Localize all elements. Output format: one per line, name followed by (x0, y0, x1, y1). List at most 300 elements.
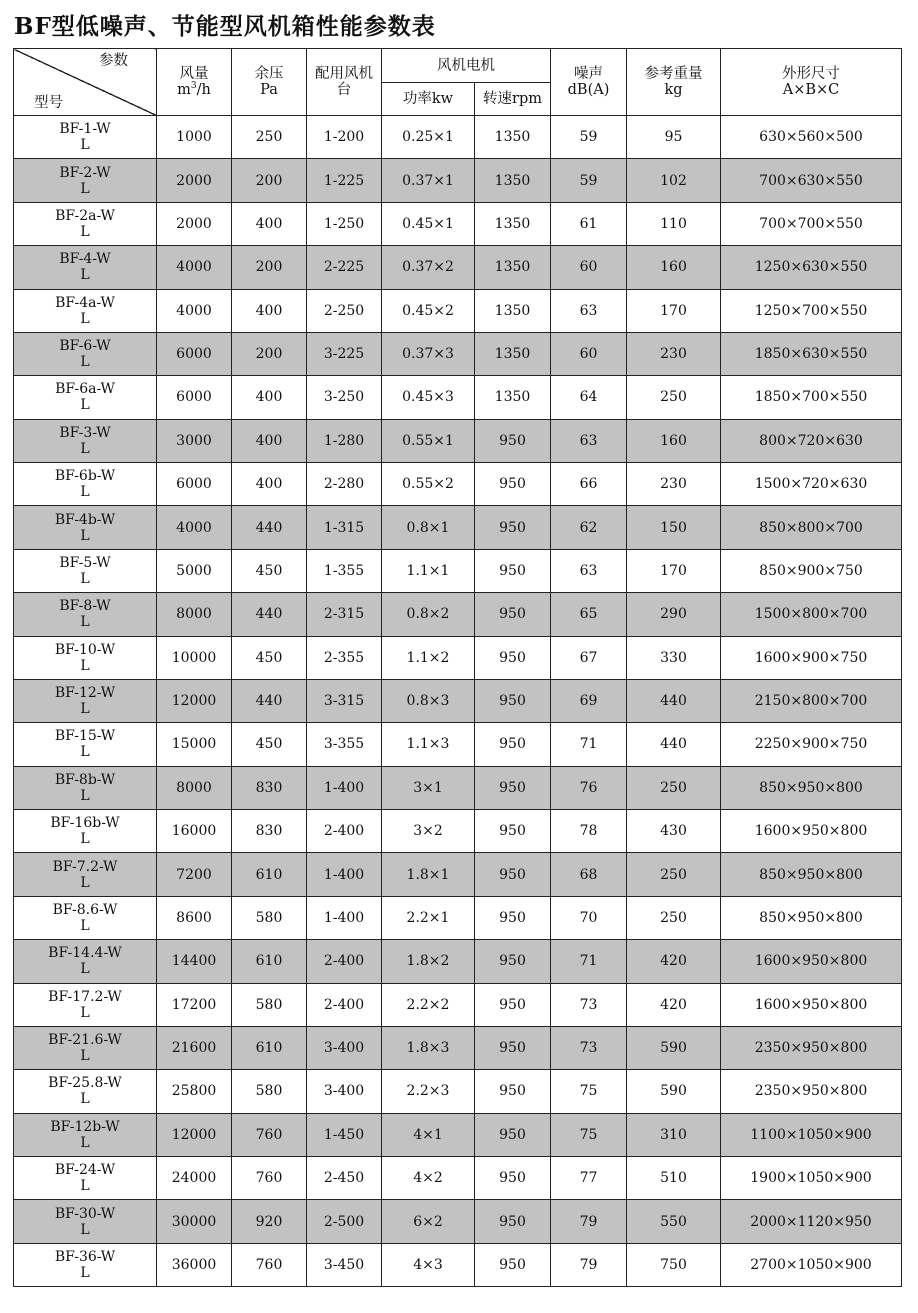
weight-cell: 250 (627, 766, 721, 809)
size-cell: 1250×630×550 (721, 246, 902, 289)
model-variant: L (80, 310, 90, 327)
speed-cell: 950 (475, 1026, 551, 1069)
noise-cell: 79 (551, 1200, 627, 1243)
noise-cell: 59 (551, 159, 627, 202)
size-cell: 2150×800×700 (721, 679, 902, 722)
pressure-cell: 580 (232, 1070, 307, 1113)
power-cell: 1.1×2 (382, 636, 475, 679)
power-cell: 0.8×2 (382, 593, 475, 636)
speed-cell: 950 (475, 593, 551, 636)
speed-cell: 950 (475, 896, 551, 939)
size-cell: 1600×950×800 (721, 983, 902, 1026)
model-name: BF-8b-W (54, 771, 116, 788)
power-cell: 6×2 (382, 1200, 475, 1243)
power-cell: 4×1 (382, 1113, 475, 1156)
noise-cell: 67 (551, 636, 627, 679)
fan-cell: 1-450 (307, 1113, 382, 1156)
header-pressure: 余压 Pa (232, 49, 307, 116)
weight-cell: 590 (627, 1026, 721, 1069)
header-noise: 噪声 dB(A) (551, 49, 627, 116)
fan-cell: 1-315 (307, 506, 382, 549)
pressure-cell: 400 (232, 202, 307, 245)
noise-cell: 64 (551, 376, 627, 419)
speed-cell: 1350 (475, 376, 551, 419)
airflow-cell: 4000 (157, 289, 232, 332)
airflow-cell: 10000 (157, 636, 232, 679)
table-row (14, 549, 902, 592)
speed-cell: 950 (475, 1200, 551, 1243)
weight-cell: 290 (627, 593, 721, 636)
fan-cell: 2-400 (307, 983, 382, 1026)
size-cell: 850×950×800 (721, 766, 902, 809)
fan-cell: 3-450 (307, 1243, 382, 1286)
model-name: BF-8.6-W (52, 901, 118, 918)
size-cell: 1600×950×800 (721, 810, 902, 853)
weight-cell: 250 (627, 376, 721, 419)
airflow-cell: 36000 (157, 1243, 232, 1286)
speed-cell: 1350 (475, 246, 551, 289)
model-cell (14, 246, 157, 289)
model-variant: L (80, 1048, 90, 1065)
model-variant: L (80, 657, 90, 674)
speed-cell: 950 (475, 506, 551, 549)
model-name: BF-8-W (59, 598, 111, 615)
model-cell (14, 853, 157, 896)
fan-cell: 3-250 (307, 376, 382, 419)
noise-cell: 61 (551, 202, 627, 245)
power-cell: 1.8×1 (382, 853, 475, 896)
fan-cell: 3-400 (307, 1070, 382, 1113)
model-variant: L (80, 831, 90, 848)
weight-cell: 310 (627, 1113, 721, 1156)
noise-cell: 76 (551, 766, 627, 809)
power-cell: 3×2 (382, 810, 475, 853)
table-row (14, 853, 902, 896)
fan-cell: 2-315 (307, 593, 382, 636)
pressure-cell: 450 (232, 636, 307, 679)
table-row (14, 636, 902, 679)
size-cell: 700×630×550 (721, 159, 902, 202)
model-variant: L (80, 917, 90, 934)
size-cell: 800×720×630 (721, 419, 902, 462)
fan-cell: 2-280 (307, 463, 382, 506)
model-cell (14, 376, 157, 419)
table-row (14, 116, 902, 159)
fan-cell: 1-355 (307, 549, 382, 592)
model-name: BF-30-W (54, 1205, 116, 1222)
table-row (14, 593, 902, 636)
pressure-cell: 580 (232, 896, 307, 939)
model-name: BF-16b-W (50, 815, 120, 832)
fan-cell: 1-200 (307, 116, 382, 159)
weight-cell: 250 (627, 853, 721, 896)
header-motor: 风机电机 (382, 49, 551, 83)
pressure-cell: 200 (232, 332, 307, 375)
pressure-cell: 610 (232, 940, 307, 983)
fan-cell: 1-225 (307, 159, 382, 202)
noise-cell: 60 (551, 332, 627, 375)
noise-cell: 70 (551, 896, 627, 939)
model-variant: L (80, 180, 90, 197)
speed-cell: 950 (475, 636, 551, 679)
noise-cell: 68 (551, 853, 627, 896)
size-cell: 1900×1050×900 (721, 1157, 902, 1200)
airflow-cell: 4000 (157, 246, 232, 289)
model-cell (14, 679, 157, 722)
pressure-cell: 830 (232, 810, 307, 853)
pressure-cell: 200 (232, 246, 307, 289)
size-cell: 1850×700×550 (721, 376, 902, 419)
model-cell (14, 419, 157, 462)
noise-cell: 71 (551, 940, 627, 983)
noise-cell: 60 (551, 246, 627, 289)
model-cell (14, 116, 157, 159)
fan-cell: 2-400 (307, 940, 382, 983)
table-row (14, 1200, 902, 1243)
model-variant: L (80, 787, 90, 804)
power-cell: 0.45×1 (382, 202, 475, 245)
pressure-cell: 450 (232, 723, 307, 766)
speed-cell: 950 (475, 766, 551, 809)
model-name: BF-2-W (59, 164, 111, 181)
noise-cell: 71 (551, 723, 627, 766)
model-variant: L (80, 1134, 90, 1151)
model-name: BF-7.2-W (52, 858, 118, 875)
header-weight: 参考重量 kg (627, 49, 721, 116)
speed-cell: 950 (475, 940, 551, 983)
spec-table (13, 48, 902, 1287)
header-motor-power: 功率kw (382, 83, 475, 116)
airflow-cell: 12000 (157, 1113, 232, 1156)
power-cell: 0.37×1 (382, 159, 475, 202)
pressure-cell: 400 (232, 376, 307, 419)
power-cell: 1.8×3 (382, 1026, 475, 1069)
table-row (14, 983, 902, 1026)
airflow-cell: 8000 (157, 593, 232, 636)
airflow-cell: 8000 (157, 766, 232, 809)
speed-cell: 950 (475, 1243, 551, 1286)
table-header (14, 49, 902, 116)
pressure-cell: 610 (232, 853, 307, 896)
model-variant: L (80, 744, 90, 761)
model-cell (14, 463, 157, 506)
power-cell: 0.8×1 (382, 506, 475, 549)
model-name: BF-15-W (54, 728, 116, 745)
model-name: BF-5-W (59, 554, 111, 571)
speed-cell: 1350 (475, 332, 551, 375)
size-cell: 2000×1120×950 (721, 1200, 902, 1243)
speed-cell: 950 (475, 1157, 551, 1200)
power-cell: 0.8×3 (382, 679, 475, 722)
table-row (14, 896, 902, 939)
fan-cell: 3-400 (307, 1026, 382, 1069)
table-row (14, 506, 902, 549)
weight-cell: 230 (627, 332, 721, 375)
pressure-cell: 250 (232, 116, 307, 159)
table-row (14, 332, 902, 375)
table-row (14, 1070, 902, 1113)
model-name: BF-2a-W (55, 207, 115, 224)
pressure-cell: 760 (232, 1243, 307, 1286)
table-row (14, 766, 902, 809)
pressure-cell: 440 (232, 679, 307, 722)
table-row (14, 419, 902, 462)
table-row (14, 1157, 902, 1200)
model-cell (14, 723, 157, 766)
model-variant: L (80, 223, 90, 240)
pressure-cell: 760 (232, 1157, 307, 1200)
speed-cell: 1350 (475, 202, 551, 245)
weight-cell: 160 (627, 246, 721, 289)
noise-cell: 73 (551, 1026, 627, 1069)
pressure-cell: 440 (232, 506, 307, 549)
noise-cell: 66 (551, 463, 627, 506)
pressure-cell: 830 (232, 766, 307, 809)
noise-cell: 79 (551, 1243, 627, 1286)
model-name: BF-3-W (59, 424, 111, 441)
power-cell: 2.2×2 (382, 983, 475, 1026)
model-variant: L (80, 1004, 90, 1021)
power-cell: 0.55×1 (382, 419, 475, 462)
power-cell: 4×2 (382, 1157, 475, 1200)
fan-cell: 2-450 (307, 1157, 382, 1200)
table-row (14, 679, 902, 722)
model-variant: L (80, 701, 90, 718)
airflow-cell: 6000 (157, 332, 232, 375)
size-cell: 1500×720×630 (721, 463, 902, 506)
noise-cell: 65 (551, 593, 627, 636)
model-variant: L (80, 961, 90, 978)
model-variant: L (80, 267, 90, 284)
pressure-cell: 450 (232, 549, 307, 592)
model-name: BF-24-W (54, 1162, 116, 1179)
table-row (14, 940, 902, 983)
speed-cell: 950 (475, 549, 551, 592)
noise-cell: 62 (551, 506, 627, 549)
size-cell: 1600×900×750 (721, 636, 902, 679)
power-cell: 1.1×1 (382, 549, 475, 592)
model-name: BF-4-W (59, 251, 111, 268)
weight-cell: 230 (627, 463, 721, 506)
noise-cell: 69 (551, 679, 627, 722)
table-row (14, 810, 902, 853)
fan-cell: 1-280 (307, 419, 382, 462)
model-name: BF-6-W (59, 338, 111, 355)
model-cell (14, 506, 157, 549)
model-name: BF-10-W (54, 641, 116, 658)
table-row (14, 1113, 902, 1156)
airflow-cell: 6000 (157, 463, 232, 506)
speed-cell: 950 (475, 853, 551, 896)
size-cell: 1100×1050×900 (721, 1113, 902, 1156)
speed-cell: 950 (475, 983, 551, 1026)
weight-cell: 160 (627, 419, 721, 462)
model-variant: L (80, 440, 90, 457)
model-cell (14, 1200, 157, 1243)
table-row (14, 376, 902, 419)
speed-cell: 950 (475, 723, 551, 766)
pressure-cell: 580 (232, 983, 307, 1026)
airflow-cell: 17200 (157, 983, 232, 1026)
speed-cell: 950 (475, 1113, 551, 1156)
weight-cell: 420 (627, 983, 721, 1026)
fan-cell: 1-400 (307, 896, 382, 939)
model-variant: L (80, 570, 90, 587)
model-cell (14, 332, 157, 375)
weight-cell: 170 (627, 289, 721, 332)
power-cell: 2.2×3 (382, 1070, 475, 1113)
model-variant: L (80, 1091, 90, 1108)
weight-cell: 420 (627, 940, 721, 983)
pressure-cell: 920 (232, 1200, 307, 1243)
table-row (14, 723, 902, 766)
speed-cell: 950 (475, 419, 551, 462)
weight-cell: 110 (627, 202, 721, 245)
model-cell (14, 810, 157, 853)
fan-cell: 1-400 (307, 766, 382, 809)
size-cell: 2700×1050×900 (721, 1243, 902, 1286)
header-size: 外形尺寸 A×B×C (721, 49, 902, 116)
model-name: BF-14.4-W (48, 945, 122, 962)
size-cell: 2350×950×800 (721, 1070, 902, 1113)
speed-cell: 1350 (475, 159, 551, 202)
airflow-cell: 25800 (157, 1070, 232, 1113)
airflow-cell: 3000 (157, 419, 232, 462)
weight-cell: 440 (627, 679, 721, 722)
model-variant: L (80, 1178, 90, 1195)
airflow-cell: 12000 (157, 679, 232, 722)
table-row (14, 289, 902, 332)
size-cell: 700×700×550 (721, 202, 902, 245)
fan-cell: 3-315 (307, 679, 382, 722)
power-cell: 0.37×3 (382, 332, 475, 375)
model-cell (14, 1157, 157, 1200)
airflow-cell: 30000 (157, 1200, 232, 1243)
model-variant: L (80, 874, 90, 891)
power-cell: 0.37×2 (382, 246, 475, 289)
weight-cell: 170 (627, 549, 721, 592)
airflow-cell: 2000 (157, 202, 232, 245)
airflow-cell: 8600 (157, 896, 232, 939)
model-name: BF-21.6-W (48, 1032, 122, 1049)
model-variant: L (80, 354, 90, 371)
airflow-cell: 14400 (157, 940, 232, 983)
table-row (14, 463, 902, 506)
speed-cell: 1350 (475, 289, 551, 332)
weight-cell: 150 (627, 506, 721, 549)
model-name: BF-17.2-W (48, 988, 122, 1005)
model-name: BF-25.8-W (48, 1075, 122, 1092)
size-cell: 850×800×700 (721, 506, 902, 549)
power-cell: 0.45×3 (382, 376, 475, 419)
model-variant: L (80, 484, 90, 501)
fan-cell: 2-225 (307, 246, 382, 289)
model-cell (14, 983, 157, 1026)
size-cell: 850×900×750 (721, 549, 902, 592)
model-variant: L (80, 397, 90, 414)
size-cell: 1600×950×800 (721, 940, 902, 983)
fan-cell: 2-500 (307, 1200, 382, 1243)
table-row (14, 202, 902, 245)
noise-cell: 77 (551, 1157, 627, 1200)
power-cell: 0.45×2 (382, 289, 475, 332)
pressure-cell: 400 (232, 289, 307, 332)
speed-cell: 950 (475, 679, 551, 722)
weight-cell: 590 (627, 1070, 721, 1113)
model-name: BF-6b-W (54, 468, 116, 485)
fan-cell: 1-250 (307, 202, 382, 245)
weight-cell: 510 (627, 1157, 721, 1200)
model-variant: L (80, 614, 90, 631)
weight-cell: 550 (627, 1200, 721, 1243)
model-name: BF-12-W (54, 685, 116, 702)
pressure-cell: 440 (232, 593, 307, 636)
noise-cell: 73 (551, 983, 627, 1026)
model-variant: L (80, 527, 90, 544)
diagonal-header-cell (14, 49, 157, 116)
model-variant: L (80, 1221, 90, 1238)
model-cell (14, 1113, 157, 1156)
table-body (14, 116, 902, 1287)
size-cell: 1850×630×550 (721, 332, 902, 375)
model-name: BF-4a-W (55, 294, 115, 311)
header-fan: 配用风机 台 (307, 49, 382, 116)
fan-cell: 2-400 (307, 810, 382, 853)
airflow-cell: 16000 (157, 810, 232, 853)
speed-cell: 1350 (475, 116, 551, 159)
size-cell: 850×950×800 (721, 853, 902, 896)
speed-cell: 950 (475, 810, 551, 853)
power-cell: 4×3 (382, 1243, 475, 1286)
airflow-cell: 21600 (157, 1026, 232, 1069)
model-cell (14, 1070, 157, 1113)
page-title: BF型低噪声、节能型风机箱性能参数表 (14, 13, 436, 40)
noise-cell: 75 (551, 1070, 627, 1113)
model-name: BF-6a-W (55, 381, 115, 398)
model-cell (14, 896, 157, 939)
header-motor-speed: 转速rpm (475, 83, 551, 116)
model-cell (14, 1243, 157, 1286)
model-cell (14, 940, 157, 983)
header-model: 型号 (34, 95, 63, 111)
noise-cell: 78 (551, 810, 627, 853)
speed-cell: 950 (475, 1070, 551, 1113)
speed-cell: 950 (475, 463, 551, 506)
weight-cell: 95 (627, 116, 721, 159)
power-cell: 1.1×3 (382, 723, 475, 766)
table-row (14, 1243, 902, 1286)
weight-cell: 750 (627, 1243, 721, 1286)
size-cell: 1500×800×700 (721, 593, 902, 636)
model-cell (14, 593, 157, 636)
model-cell (14, 549, 157, 592)
noise-cell: 63 (551, 419, 627, 462)
model-cell (14, 159, 157, 202)
table-row (14, 246, 902, 289)
noise-cell: 59 (551, 116, 627, 159)
size-cell: 2350×950×800 (721, 1026, 902, 1069)
size-cell: 2250×900×750 (721, 723, 902, 766)
airflow-cell: 6000 (157, 376, 232, 419)
airflow-cell: 4000 (157, 506, 232, 549)
model-cell (14, 636, 157, 679)
pressure-cell: 400 (232, 463, 307, 506)
model-variant: L (80, 1264, 90, 1281)
model-name: BF-1-W (59, 121, 111, 138)
airflow-cell: 24000 (157, 1157, 232, 1200)
power-cell: 2.2×1 (382, 896, 475, 939)
header-airflow: 风量 $m^3/h$ (157, 49, 232, 116)
